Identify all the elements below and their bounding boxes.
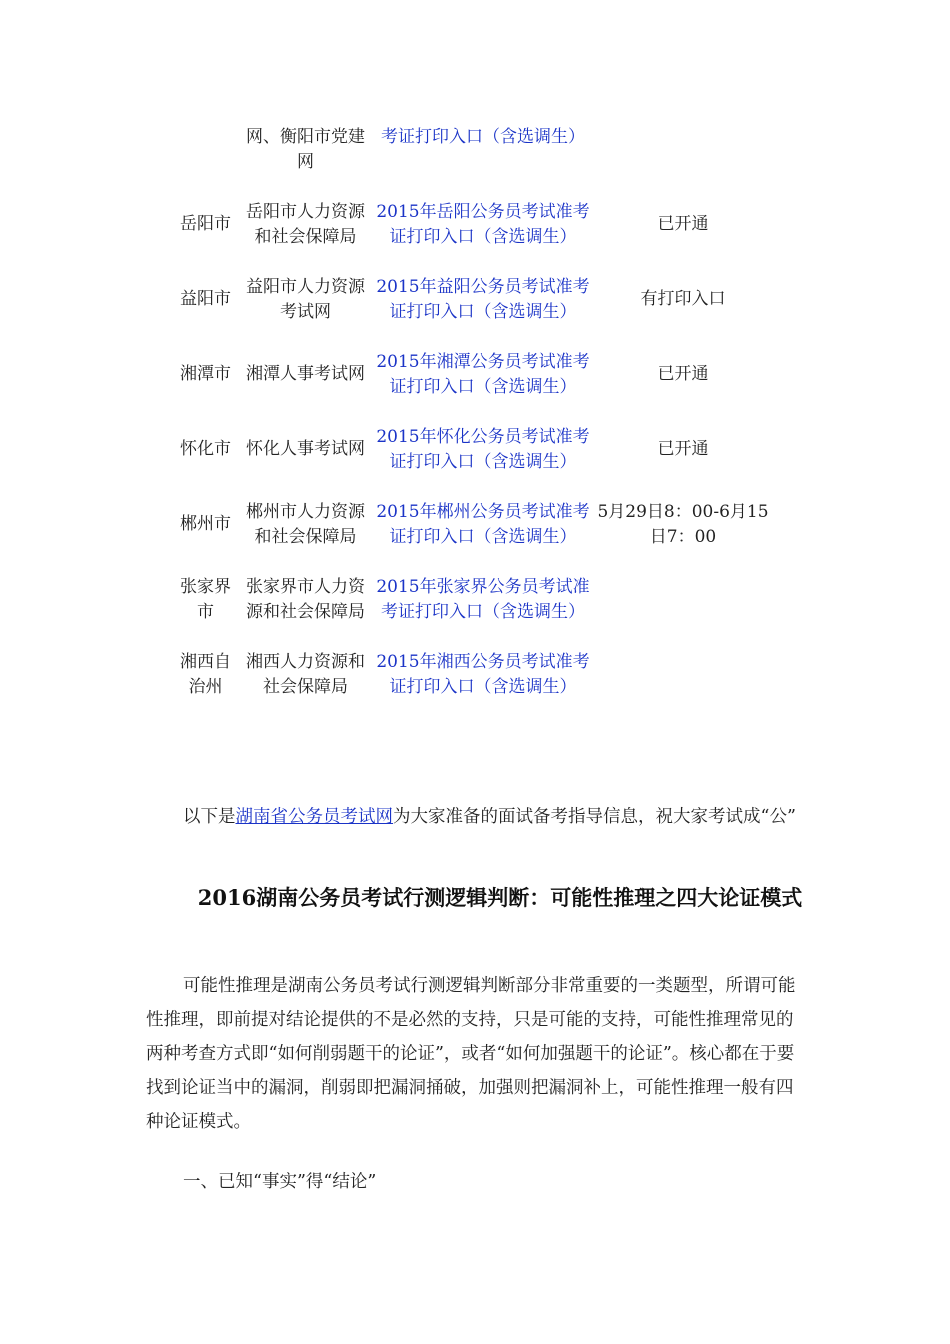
city-cell: 张家界市 xyxy=(180,576,231,622)
table-row xyxy=(173,412,773,487)
site-cell: 湘潭人事考试网 xyxy=(246,364,365,384)
city-cell: 益阳市 xyxy=(180,289,231,309)
print-entry-link[interactable]: 2015年湘西公务员考试准考证打印入口（含选调生） xyxy=(376,651,590,697)
print-entry-link[interactable]: 2015年张家界公务员考试准考证打印入口（含选调生） xyxy=(376,576,590,622)
section-one-heading: 一、已知“事实”得“结论” xyxy=(183,1172,377,1192)
status-cell: 5月29日8：00-6月15日7：00 xyxy=(597,501,769,547)
status-cell: 已开通 xyxy=(657,439,709,459)
status-cell xyxy=(593,125,773,187)
city-cell xyxy=(173,125,238,187)
table-row xyxy=(173,337,773,412)
city-cell: 岳阳市 xyxy=(180,214,231,234)
table-row xyxy=(173,125,773,187)
site-cell: 湘西人力资源和社会保障局 xyxy=(246,651,365,697)
site-cell: 张家界市人力资源和社会保障局 xyxy=(246,576,365,622)
print-entry-link[interactable]: 2015年湘潭公务员考试准考证打印入口（含选调生） xyxy=(376,351,590,397)
intro-text-after: 为大家准备的面试备考指导信息，祝大家考试成“公” xyxy=(393,807,796,827)
body-paragraph: 可能性推理是湖南公务员考试行测逻辑判断部分非常重要的一类题型，所谓可能性推理，即前提对结论提供的不是必然的支持，只是可能的支持，可能性推理常见的两种考查方式即“如何削弱题干的论证”，或者“如何加强题干的论证”。核心都在于要找到论证当中的漏洞，削弱即把漏洞捅破，加强则把漏洞补上，可能性推理一般有四种论证模式。 xyxy=(146,976,796,1132)
table-row xyxy=(173,487,773,562)
status-cell: 有打印入口 xyxy=(640,289,726,309)
print-entry-link[interactable]: 考证打印入口（含选调生） xyxy=(381,127,585,147)
print-entry-link[interactable]: 2015年益阳公务员考试准考证打印入口（含选调生） xyxy=(376,276,590,322)
site-cell: 益阳市人力资源考试网 xyxy=(246,276,365,322)
city-cell: 怀化市 xyxy=(180,439,231,459)
table-row xyxy=(173,637,773,712)
table-row xyxy=(173,187,773,262)
site-cell: 网、衡阳市党建网 xyxy=(246,127,365,172)
site-cell: 岳阳市人力资源和社会保障局 xyxy=(246,201,365,247)
city-cell: 湘潭市 xyxy=(180,364,231,384)
city-cell: 郴州市 xyxy=(180,514,231,534)
exam-ticket-table xyxy=(173,125,773,712)
article-heading: 2016湖南公务员考试行测逻辑判断：可能性推理之四大论证模式 xyxy=(197,885,803,910)
intro-text-before: 以下是 xyxy=(183,807,236,827)
table-row xyxy=(173,262,773,337)
status-cell xyxy=(593,637,773,712)
hunan-exam-site-link[interactable]: 湖南省公务员考试网 xyxy=(235,807,393,827)
status-cell: 已开通 xyxy=(657,364,709,384)
intro-paragraph xyxy=(146,800,806,834)
site-cell: 怀化人事考试网 xyxy=(246,439,365,459)
city-cell: 湘西自治州 xyxy=(180,651,231,697)
site-cell: 郴州市人力资源和社会保障局 xyxy=(246,501,365,547)
print-entry-link[interactable]: 2015年怀化公务员考试准考证打印入口（含选调生） xyxy=(376,426,590,472)
status-cell: 已开通 xyxy=(657,214,709,234)
print-entry-link[interactable]: 2015年郴州公务员考试准考证打印入口（含选调生） xyxy=(376,501,590,547)
table-row xyxy=(173,562,773,637)
status-cell xyxy=(593,562,773,637)
print-entry-link[interactable]: 2015年岳阳公务员考试准考证打印入口（含选调生） xyxy=(376,201,590,247)
